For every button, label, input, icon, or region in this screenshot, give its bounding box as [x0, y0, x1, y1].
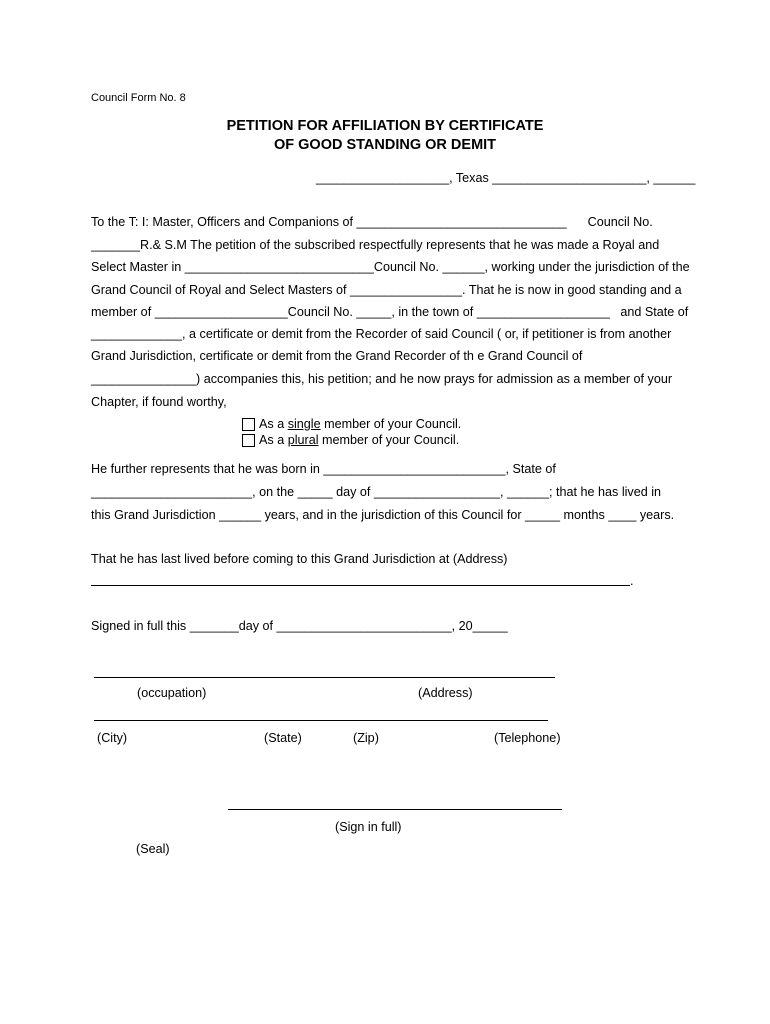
- form-number: Council Form No. 8: [91, 92, 186, 104]
- sign-label: (Sign in full): [335, 820, 402, 834]
- occupation-address-line[interactable]: [94, 677, 555, 678]
- signed-line: Signed in full this _______day of _________________________, 20_____: [91, 619, 508, 633]
- plural-member-checkbox[interactable]: [242, 434, 255, 447]
- seal-label: (Seal): [136, 842, 170, 856]
- single-member-checkbox[interactable]: [242, 418, 255, 431]
- address-label: (Address): [418, 686, 473, 700]
- plural-member-label: As a plural member of your Council.: [259, 433, 460, 447]
- birth-line-1: He further represents that he was born in __________________________, State of: [91, 462, 556, 476]
- address-fill-line[interactable]: [91, 585, 630, 586]
- city-label: (City): [97, 731, 128, 745]
- paragraph-line-1: To the T: I: Master, Officers and Companions of ______________________________ Council No.: [91, 215, 653, 229]
- signature-line[interactable]: [228, 809, 562, 810]
- birth-line-3: this Grand Jurisdiction ______ years, and in the jurisdiction of this Council for _____ months ____ years.: [91, 508, 675, 522]
- paragraph-line-8: _______________) accompanies this, his petition; and he now prays for admission as a member of your: [91, 372, 673, 386]
- state-label: (State): [264, 731, 302, 745]
- page-title-line1: PETITION FOR AFFILIATION BY CERTIFICATE: [226, 118, 544, 134]
- page-title-line2: OF GOOD STANDING OR DEMIT: [273, 137, 497, 153]
- paragraph-line-9: Chapter, if found worthy,: [91, 395, 227, 409]
- telephone-label: (Telephone): [494, 731, 561, 745]
- birth-line-2: _______________________, on the _____ day of __________________, ______; that he has lived in: [91, 485, 662, 499]
- paragraph-line-4: Grand Council of Royal and Select Masters of ________________. That he is now in good standing and a: [91, 283, 682, 297]
- paragraph-line-7: Grand Jurisdiction, certificate or demit from the Grand Recorder of th e Grand Council of: [91, 349, 583, 363]
- zip-label: (Zip): [353, 731, 379, 745]
- single-member-label: As a single member of your Council.: [259, 417, 462, 431]
- city-state-line[interactable]: [94, 720, 548, 721]
- paragraph-line-2: _______R.& S.M The petition of the subscribed respectfully represents that he was made a Royal and: [91, 238, 660, 252]
- paragraph-line-5: member of ___________________Council No. _____, in the town of ___________________ and State of: [91, 305, 689, 319]
- last-lived-label: That he has last lived before coming to this Grand Jurisdiction at (Address): [91, 552, 508, 566]
- occupation-label: (occupation): [137, 686, 207, 700]
- location-line: ___________________, Texas ______________________, ______: [316, 171, 696, 185]
- paragraph-line-6: _____________, a certificate or demit from the Recorder of said Council ( or, if petitioner is from another: [91, 327, 672, 341]
- address-line-period: .: [630, 574, 634, 588]
- paragraph-line-3: Select Master in ___________________________Council No. ______, working under the jurisdiction of the: [91, 260, 690, 274]
